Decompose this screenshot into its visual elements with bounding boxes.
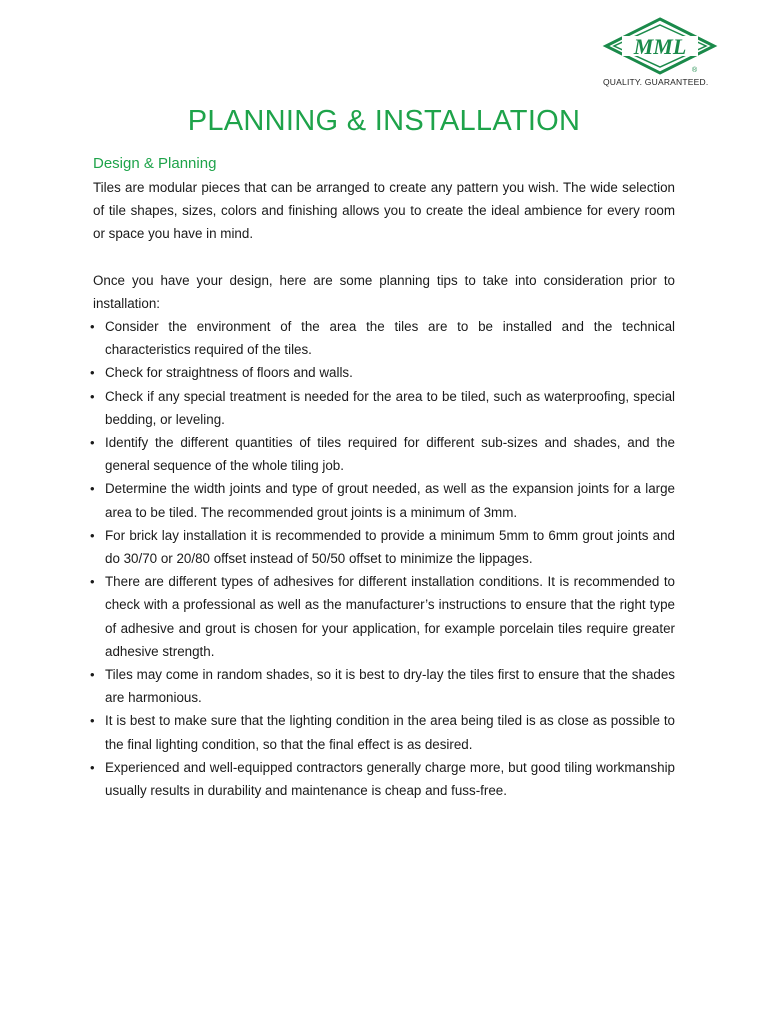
registered-mark: ®: [692, 67, 698, 74]
bullet-icon: •: [90, 527, 95, 543]
list-item-text: Check for straightness of floors and walls.: [105, 365, 353, 381]
list-item: [90, 709, 675, 755]
list-item: [90, 570, 675, 663]
list-item-text: Determine the width joints and type of grout needed, as well as the expansion joints for a large area to be tiled. The recommended grout joints is a minimum of 3mm.: [105, 481, 675, 520]
diamond-logo-icon: [600, 16, 720, 76]
list-item: [90, 431, 675, 477]
tips-list: [90, 315, 675, 802]
intro-paragraph: Tiles are modular pieces that can be arranged to create any pattern you wish. The wide selection of tile shapes, sizes, colors and finishing allows you to create the ideal ambience for every room or space you have in mind.: [93, 180, 675, 242]
bullet-icon: •: [90, 365, 95, 381]
logo-tagline: QUALITY. GUARANTEED.: [603, 77, 709, 87]
list-item: [90, 361, 675, 384]
list-item: [90, 385, 675, 431]
lead-paragraph: Once you have your design, here are some planning tips to take into consideration prior to installation:: [93, 272, 675, 311]
list-item-text: Identify the different quantities of tiles required for different sub-sizes and shades, and the general sequence of the whole tiling job.: [105, 435, 675, 474]
list-item-text: Consider the environment of the area the tiles are to be installed and the technical characteristics required of the tiles.: [105, 319, 675, 358]
bullet-icon: •: [90, 667, 95, 683]
list-item: [90, 315, 675, 361]
bullet-icon: •: [90, 319, 95, 335]
page-title: PLANNING & INSTALLATION: [187, 105, 581, 137]
document-body: [90, 152, 675, 802]
bullet-icon: •: [90, 574, 95, 590]
section-heading: Design & Planning: [93, 155, 217, 172]
list-item: [90, 756, 675, 802]
list-item-text: Check if any special treatment is needed for the area to be tiled, such as waterproofing, special bedding, or leveling.: [105, 388, 675, 427]
list-item-text: There are different types of adhesives for different installation conditions. It is recommended to check with a professional as well as the manufacturer’s instructions to ensure that the right type of adhesive and grout is chosen for your application, for example porcelain tiles require greater adhesive strength.: [105, 574, 675, 659]
list-item: [90, 524, 675, 570]
list-item-text: For brick lay installation it is recommended to provide a minimum 5mm to 6mm grout joints and do 30/70 or 20/80 offset instead of 50/50 offset to minimize the lippages.: [105, 527, 675, 567]
list-item-text: Experienced and well-equipped contractors generally charge more, but good tiling workmanship usually results in durability and maintenance is cheap and fuss-free.: [105, 759, 675, 799]
list-item-text: Tiles may come in random shades, so it is best to dry-lay the tiles first to ensure that the shades are harmonious.: [105, 667, 675, 706]
logo-text: MML: [633, 34, 687, 59]
bullet-icon: •: [90, 435, 95, 451]
paragraph-gap: [93, 246, 675, 269]
list-item: [90, 477, 675, 523]
bullet-icon: •: [90, 759, 95, 775]
bullet-icon: •: [90, 388, 95, 404]
bullet-icon: •: [90, 713, 95, 729]
list-item: [90, 663, 675, 709]
list-item-text: It is best to make sure that the lighting condition in the area being tiled is as close as possible to the final lighting condition, so that the final effect is as desired.: [105, 713, 675, 752]
bullet-icon: •: [90, 481, 95, 497]
